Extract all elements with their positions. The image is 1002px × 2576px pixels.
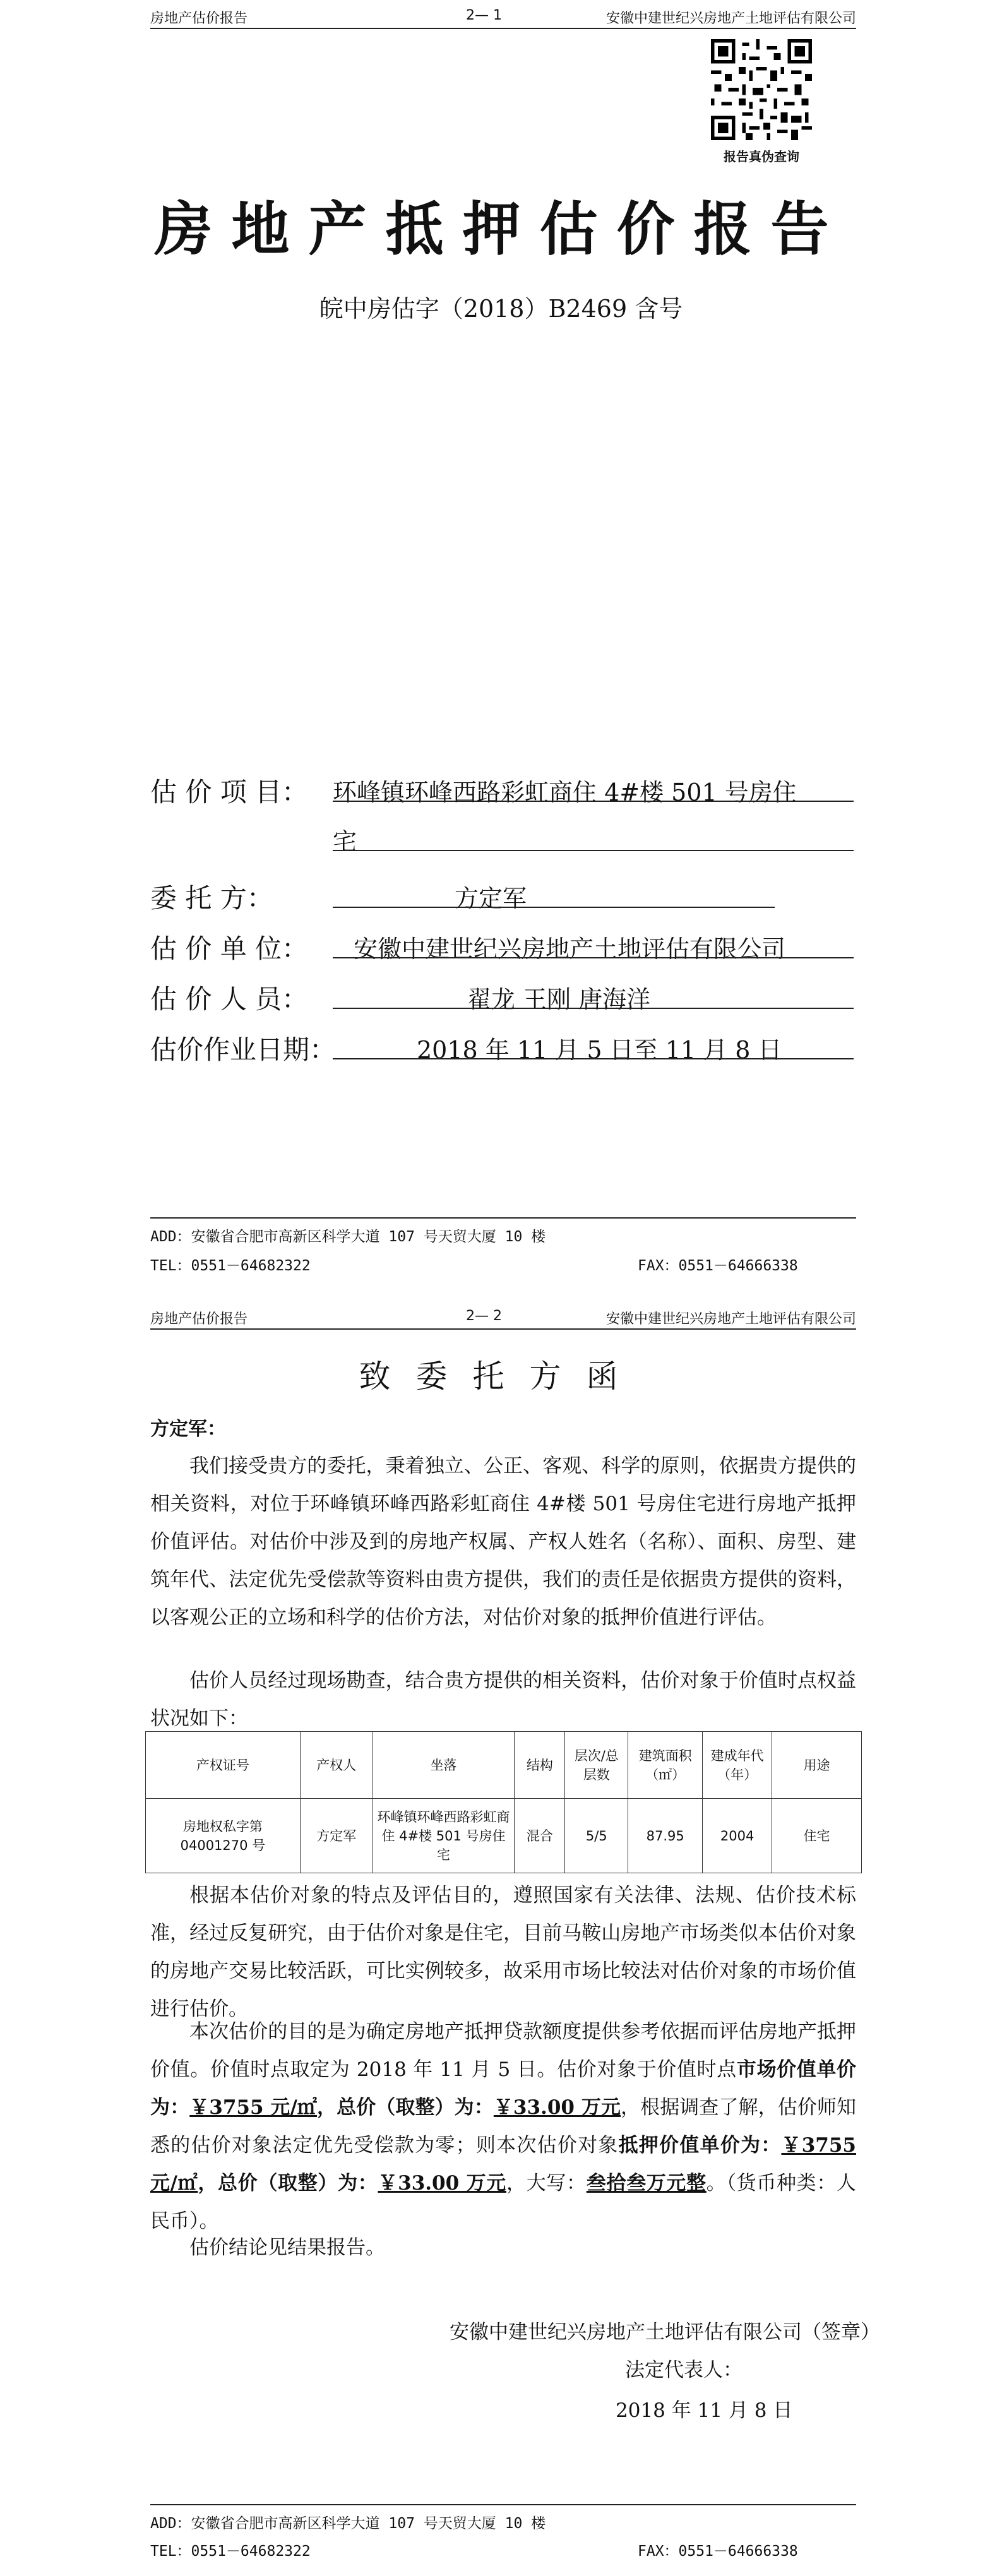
project-value-line1: 环峰镇环峰西路彩虹商住 4#楼 501 号房住	[333, 778, 797, 806]
signature-company: 安徽中建世纪兴房地产土地评估有限公司（签章）	[450, 2321, 880, 2344]
footer-fax: FAX：0551－64666338	[638, 1258, 798, 1274]
footer-rule	[150, 2504, 856, 2505]
paragraph-status: 估价人员经过现场勘查，结合贵方提供的相关资料，估价对象于价值时点权益状况如下：	[150, 1669, 856, 1730]
table-cell: 住宅	[772, 1799, 862, 1873]
table-cell: 混合	[515, 1799, 565, 1873]
date-label: 估价作业日期：	[150, 1034, 337, 1065]
paragraph-see-report: 估价结论见结果报告。	[189, 2236, 385, 2259]
table-cell: 房地权私字第04001270 号	[146, 1799, 301, 1873]
report-title: 房地产抵押估价报告	[154, 195, 848, 263]
table-header-cell: 层次/总层数	[565, 1732, 628, 1799]
header-company: 安徽中建世纪兴房地产土地评估有限公司	[605, 1311, 856, 1327]
table-row	[146, 1799, 862, 1873]
table-header-cell: 产权证号	[146, 1732, 301, 1799]
paragraph-intro: 我们接受贵方的委托，秉着独立、公正、客观、科学的原则，依据贵方提供的相关资料，对位于环峰镇环峰西路彩虹商住 4#楼 501 号房住宅进行房地产抵押价值评估。对估价中涉及到的房地产权属、产权人姓名（名称）、面积、房型、建筑年代、法定优先受偿款等资料由贵方提供，我们的责任是依据贵方提供的资料，以客观公正的立场和科学的估价方法，对估价对象的抵押价值进行评估。	[150, 1455, 856, 1629]
client-label: 委 托 方：	[150, 883, 273, 914]
qr-caption: 报告真伪查询	[724, 149, 799, 164]
signature-representative: 法定代表人：	[625, 2359, 743, 2382]
table-cell: 87.95	[628, 1799, 703, 1873]
footer-tel: TEL：0551－64682322	[150, 1258, 311, 1274]
table-cell: 方定军	[300, 1799, 373, 1873]
unit-label: 估 价 单 位：	[150, 933, 309, 964]
salutation: 方定军：	[150, 1418, 226, 1440]
table-header-row	[146, 1732, 862, 1799]
footer-address: ADD：安徽省合肥市高新区科学大道 107 号天贸大厦 10 楼	[150, 2515, 546, 2532]
table-header-cell: 坐落	[373, 1732, 515, 1799]
project-value-line2: 宅	[333, 828, 357, 856]
footer-fax: FAX：0551－64666338	[638, 2543, 798, 2560]
valuers-label: 估 价 人 员：	[150, 984, 309, 1015]
property-table	[145, 1731, 862, 1873]
running-header	[150, 1302, 856, 1330]
header-left: 房地产估价报告	[150, 11, 248, 27]
table-cell: 环峰镇环峰西路彩虹商住 4#楼 501 号房住宅	[373, 1799, 515, 1873]
table-cell: 5/5	[565, 1799, 628, 1873]
table-header-cell: 结构	[515, 1732, 565, 1799]
footer-tel: TEL：0551－64682322	[150, 2543, 311, 2560]
client-value: 方定军	[455, 885, 527, 912]
table-header-cell: 建成年代（年）	[703, 1732, 772, 1799]
paragraph-method: 根据本估价对象的特点及评估目的，遵照国家有关法律、法规、估价技术标准，经过反复研究，由于估价对象是住宅，目前马鞍山房地产市场类似本估价对象的房地产交易比较活跃，可比实例较多，故采用市场比较法对估价对象的市场价值进行估价。	[150, 1884, 856, 2020]
footer-rule	[150, 1217, 856, 1219]
header-page-number: 2— 1	[466, 8, 502, 23]
header-company: 安徽中建世纪兴房地产土地评估有限公司	[605, 11, 856, 27]
table-header-cell: 用途	[772, 1732, 862, 1799]
document-number: 皖中房估字（2018）B2469 含号	[319, 295, 683, 323]
paragraph-conclusion: 本次估价的目的是为确定房地产抵押贷款额度提供参考依据而评估房地产抵押价值。价值时点取定为 2018 年 11 月 5 日。估价对象于价值时点市场价值单价为：￥3755 元/㎡，总价（取整）为：￥33.00 万元，根据调查了解，估价师知悉的估价对象法定优先受偿款为零；则本次估价对象抵押价值单价为：￥3755 元/㎡，总价（取整）为：￥33.00 万元，大写：叁拾叁万元整。（货币种类：人民币）。	[150, 2020, 857, 2233]
qr-code-icon	[711, 39, 812, 140]
valuers-value: 翟龙 王刚 唐海洋	[467, 986, 651, 1013]
table-header-cell: 产权人	[300, 1732, 373, 1799]
date-value: 2018 年 11 月 5 日至 11 月 8 日	[417, 1036, 782, 1064]
project-label: 估 价 项 目：	[150, 777, 309, 808]
letter-page	[0, 1301, 1002, 2576]
unit-value: 安徽中建世纪兴房地产土地评估有限公司	[354, 935, 786, 963]
footer-address: ADD：安徽省合肥市高新区科学大道 107 号天贸大厦 10 楼	[150, 1229, 546, 1245]
table-cell: 2004	[703, 1799, 772, 1873]
signature-date: 2018 年 11 月 8 日	[616, 2399, 793, 2422]
running-header	[150, 1, 856, 29]
header-left: 房地产估价报告	[150, 1311, 248, 1327]
header-page-number: 2— 2	[466, 1308, 502, 1324]
letter-title: 致委托方函	[359, 1358, 643, 1395]
table-header-cell: 建筑面积（㎡）	[628, 1732, 703, 1799]
